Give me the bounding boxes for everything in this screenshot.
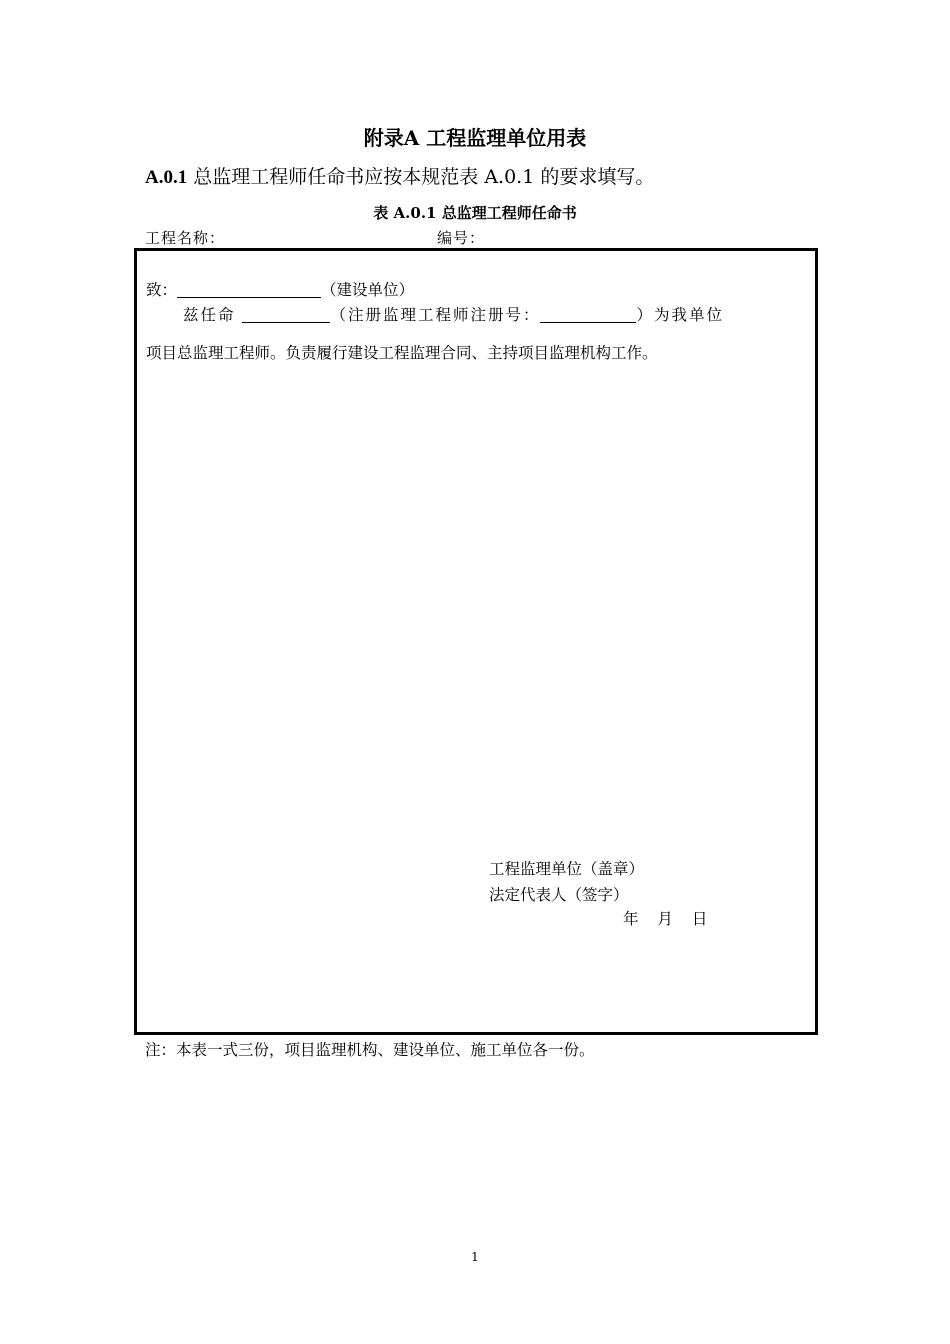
clause-paragraph: [145, 162, 654, 189]
appointee-name-blank[interactable]: [242, 305, 330, 323]
appointment-form: [134, 248, 818, 1035]
date-label: 年 月 日: [623, 910, 708, 928]
to-suffix: （建设单位）: [321, 281, 415, 299]
page-number: 1: [471, 1250, 479, 1264]
clause-number: A.0.1: [145, 167, 188, 188]
to-label: 致：: [146, 281, 178, 299]
appoint-prefix: 兹任命: [183, 306, 236, 324]
construction-unit-blank[interactable]: [177, 280, 321, 298]
appointment-line: [183, 303, 807, 325]
signature-unit: 工程监理单位（盖章）: [489, 860, 645, 878]
project-name-label: 工程名称：: [145, 229, 226, 247]
duty-text: 项目总监理工程师。负责履行建设工程监理合同、主持项目监理机构工作。: [146, 344, 658, 362]
addressee-line: [146, 278, 414, 300]
serial-no-label: 编号：: [437, 229, 486, 247]
appoint-suffix: ）为我单位: [636, 306, 724, 324]
table-title: 表 A.0.1 总监理工程师任命书: [373, 204, 577, 222]
clause-text: 总监理工程师任命书应按本规范表 A.0.1 的要求填写。: [187, 166, 655, 188]
appoint-middle: （注册监理工程师注册号：: [330, 306, 541, 324]
registration-number-blank[interactable]: [540, 305, 636, 323]
signature-representative: 法定代表人（签字）: [489, 886, 629, 904]
footnote: 注：本表一式三份，项目监理机构、建设单位、施工单位各一份。: [145, 1041, 595, 1059]
appendix-title: 附录A 工程监理单位用表: [363, 126, 587, 150]
